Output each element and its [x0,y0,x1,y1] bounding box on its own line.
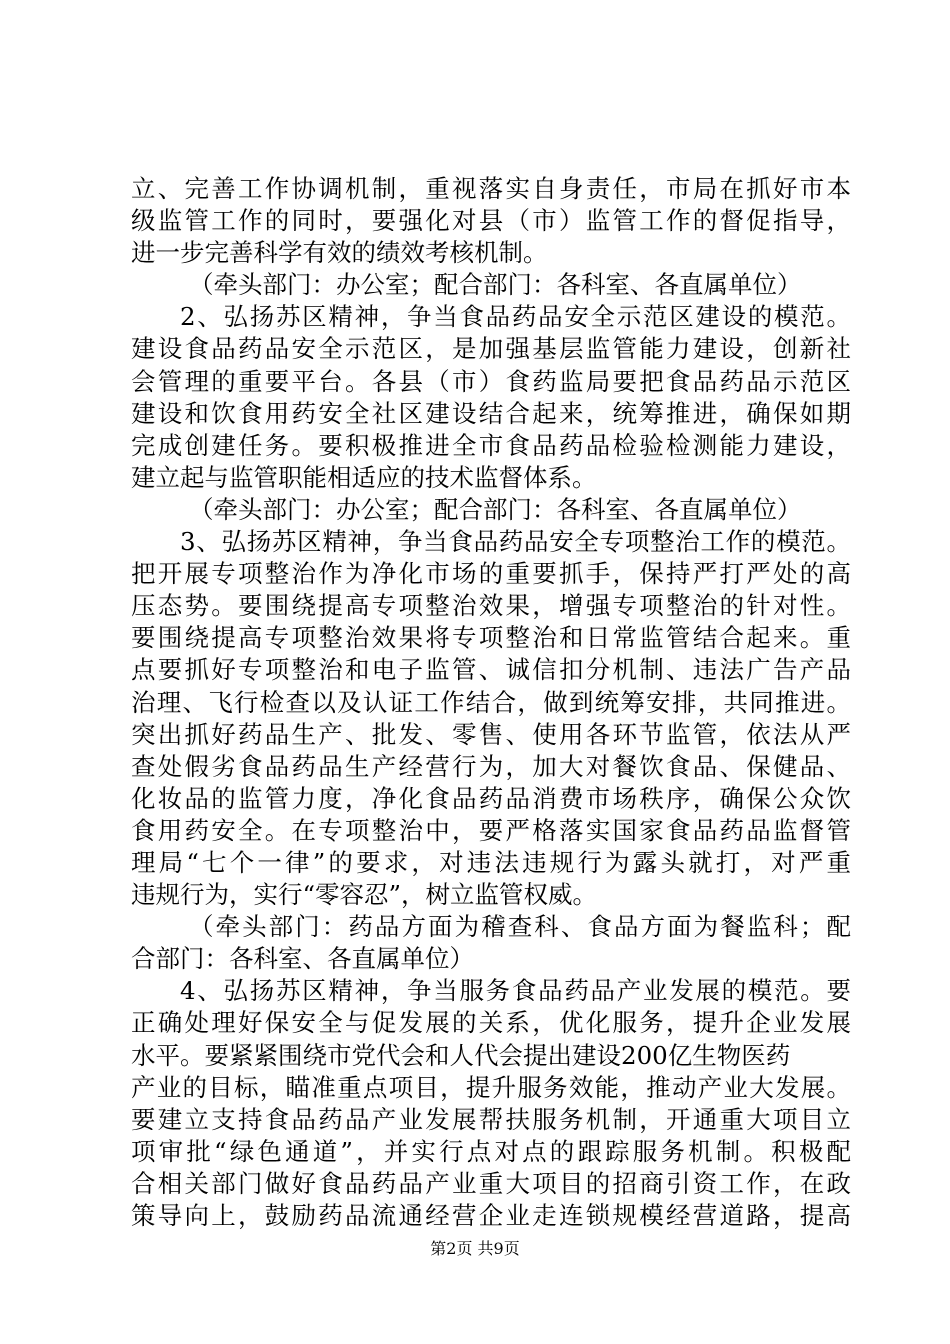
text-line: 合相关部门做好食品药品产业重大项目的招商引资工作，在政 [131,1168,851,1198]
page-footer: 第2页 共9页 [430,1239,520,1258]
text-line: 突出抓好药品生产、批发、零售、使用各环节监管，依法从严 [131,719,851,749]
text-line: 策导向上，鼓励药品流通经营企业走连锁规模经营道路，提高 [131,1201,851,1230]
text-line: 建设食品药品安全示范区，是加强基层监管能力建设，创新社 [131,334,851,364]
text-line: 建立起与监管职能相适应的技术监督体系。 [131,462,597,492]
text-line: 2、弘扬苏区精神，争当食品药品安全示范区建设的模范。 [180,302,851,332]
text-line: （牵头部门：办公室；配合部门：各科室、各直属单位） [189,270,802,300]
text-line: 水平。要紧紧围绕市党代会和人代会提出建设200亿生物医药 [131,1040,791,1070]
text-line: 把开展专项整治作为净化市场的重要抓手，保持严打严处的高 [131,559,851,589]
text-line: 违规行为，实行“零容忍”，树立监管权威。 [131,880,598,910]
text-line: 化妆品的监管力度，净化食品药品消费市场秩序，确保公众饮 [131,783,851,813]
text-line: 合部门：各科室、各直属单位） [131,944,474,974]
text-line: 建设和饮食用药安全社区建设结合起来，统筹推进，确保如期 [131,398,851,428]
text-line: 进一步完善科学有效的绩效考核机制。 [131,238,548,268]
text-line: 理局“七个一律”的要求，对违法违规行为露头就打，对严重 [131,847,851,877]
text-line: 项审批“绿色通道”，并实行点对点的跟踪服务机制。积极配 [131,1136,851,1166]
text-line: 产业的目标，瞄准重点项目，提升服务效能，推动产业大发展。 [131,1072,851,1102]
text-line: 完成创建任务。要积极推进全市食品药品检验检测能力建设， [131,430,851,460]
text-line: 食用药安全。在专项整治中，要严格落实国家食品药品监督管 [131,815,851,845]
text-line: 治理、飞行检查以及认证工作结合，做到统筹安排，共同推进。 [131,687,851,717]
text-line: 级监管工作的同时，要强化对县（市）监管工作的督促指导， [131,206,851,236]
text-line: 要围绕提高专项整治效果将专项整治和日常监管结合起来。重 [131,623,851,653]
text-line: 立、完善工作协调机制，重视落实自身责任，市局在抓好市本 [131,174,851,203]
body-text [131,173,851,1232]
text-line: （牵头部门：办公室；配合部门：各科室、各直属单位） [189,494,802,524]
text-line: 压态势。要围绕提高专项整治效果，增强专项整治的针对性。 [131,591,851,621]
text-line: 正确处理好保安全与促发展的关系，优化服务，提升企业发展 [131,1008,851,1038]
text-line: 查处假劣食品药品生产经营行为，加大对餐饮食品、保健品、 [131,751,851,781]
text-line: 要建立支持食品药品产业发展帮扶服务机制，开通重大项目立 [131,1104,851,1134]
text-line: 会管理的重要平台。各县（市）食药监局要把食品药品示范区 [131,366,851,396]
text-line: 点要抓好专项整治和电子监管、诚信扣分机制、违法广告产品 [131,655,851,685]
text-line: 3、弘扬苏区精神，争当食品药品安全专项整治工作的模范。 [180,527,851,557]
text-line: 4、弘扬苏区精神，争当服务食品药品产业发展的模范。要 [180,976,851,1006]
text-line: （牵头部门：药品方面为稽查科、食品方面为餐监科；配 [189,912,851,942]
